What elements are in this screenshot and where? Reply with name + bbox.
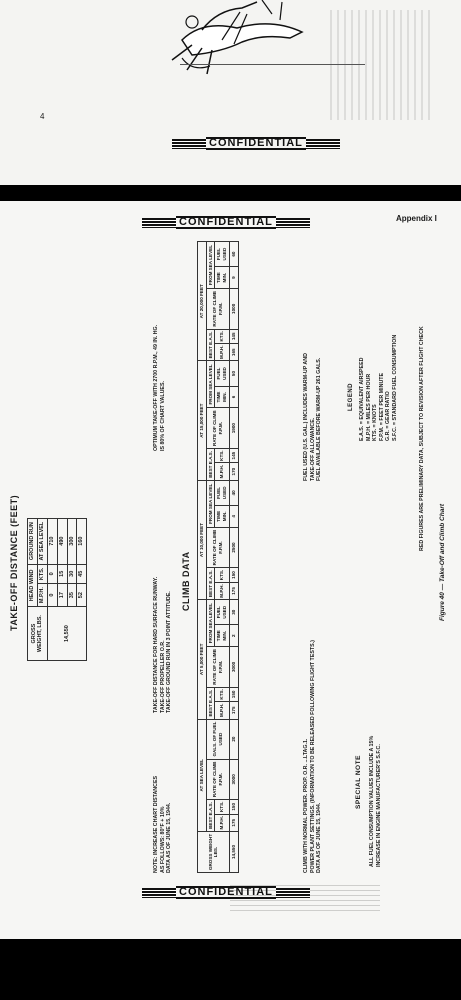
cell: 170: [229, 463, 238, 480]
legend-item: E.A.S. = EQUIVALENT AIRSPEED: [359, 357, 365, 441]
figure-caption: Figure 40 — Take-Off and Climb Chart: [439, 503, 446, 621]
header-fuel: FUEL USED: [215, 600, 229, 625]
rule-line: [180, 64, 365, 65]
note-line: TAKE-OFF GROUND RUN IN 3 POINT ATTITUDE.: [166, 591, 173, 713]
cell-run: 490: [57, 518, 67, 564]
header-time: TIME MIN.: [215, 386, 229, 408]
scan-border-bottom: [0, 939, 461, 1000]
header-mph: M.P.H.: [215, 582, 229, 599]
header-5000: AT 5,000 FEET: [198, 600, 207, 719]
header-from-sea: FROM SEA LEVEL: [206, 480, 215, 527]
cell-mph: 0: [47, 584, 57, 607]
legend-item: KTS. = KNOTS: [372, 404, 379, 441]
takeoff-notes-center: [153, 577, 173, 713]
fuel-notes: [303, 353, 323, 481]
cell-kts: 0: [47, 564, 57, 584]
header-20000: AT 20,000 FEET: [198, 242, 207, 361]
header-rate: RATE OF CLIMB F.P.M.: [206, 527, 229, 567]
stamp-text: CONFIDENTIAL: [176, 886, 276, 899]
note-line: TAKE-OFF PROPELLER O.R.: [159, 640, 166, 713]
cell: 145: [229, 448, 238, 462]
header-kts: KTS.: [215, 568, 229, 582]
cell: 40: [229, 480, 238, 505]
confidential-stamp-top: [172, 136, 340, 151]
header-kts: KTS.: [37, 564, 47, 584]
header-rate: RATE OF CLIMB F.P.M.: [206, 408, 229, 448]
appendix-label: Appendix I: [396, 214, 437, 223]
climb-table: [197, 241, 239, 873]
special-note-title: SPECIAL NOTE: [355, 755, 362, 809]
cell: 2500: [229, 527, 238, 567]
confidential-stamp-upper: [142, 215, 310, 230]
cell: 3000: [229, 759, 238, 799]
confidential-stamp-lower: [142, 885, 310, 900]
cell: 4: [229, 505, 238, 527]
header-mph: M.P.H.: [215, 463, 229, 480]
cell: 175: [229, 814, 238, 831]
note-line: DATA AS OF JUNE 15, 1944.: [316, 802, 323, 873]
note-line: ALL FUEL CONSUMPTION VALUES INCLUDE A 15%: [369, 735, 375, 867]
header-best-eas: BEST E.A.S.: [206, 329, 215, 361]
note-line: TAKE-OFF DISTANCE FOR HARD SURFACE RUNWAY.: [153, 576, 159, 713]
note-line: FUEL AVAILABLE BEFORE WARM-UP 261 GALS.: [316, 357, 323, 481]
header-sea-level: AT SEA LEVEL: [198, 719, 207, 831]
header-best-eas: BEST E.A.S.: [206, 568, 215, 600]
header-10000: AT 10,000 FEET: [198, 480, 207, 599]
note-line: CLIMB WITH NORMAL POWER. PROP. O.R. ...LTAG.1.: [303, 738, 309, 873]
cell: 60: [229, 242, 238, 267]
header-time: TIME MIN.: [215, 505, 229, 527]
header-fuel: FUEL USED: [215, 242, 229, 267]
header-gals: GALS. OF FUEL USED: [206, 719, 229, 759]
header-time: TIME MIN.: [215, 625, 229, 647]
note-line: POWER PLANT SETTINGS. (INFORMATION TO BE RELEASED FOLLOWING FLIGHT TESTS.): [309, 640, 316, 873]
cell: 145: [229, 329, 238, 343]
header-rate: RATE OF CLIMB F.P.M.: [206, 759, 229, 799]
aircraft-illustration: [162, 0, 312, 78]
cell: 30: [229, 600, 238, 625]
cell: 175: [229, 702, 238, 719]
table-row: [47, 518, 57, 660]
note-line: DATA AS OF JUNE 15, 1944.: [166, 802, 173, 873]
header-best-eas: BEST E.A.S.: [206, 800, 215, 832]
cell: 175: [229, 582, 238, 599]
cell: 1000: [229, 289, 238, 329]
legend-item: G.R. = GEAR RATIO: [385, 391, 392, 441]
note-line: AS FOLLOWS: 80°F + 10%: [159, 806, 166, 873]
legend-item: F.P.M. = FEET PER MINUTE: [378, 372, 385, 441]
takeoff-table: [27, 518, 87, 661]
header-mph: M.P.H.: [215, 702, 229, 719]
header-fuel: FUEL USED: [215, 361, 229, 386]
header-mph: M.P.H.: [215, 814, 229, 831]
legend-item: S.F.C. = STANDARD FUEL CONSUMPTION: [392, 334, 399, 441]
cell: 9: [229, 267, 238, 289]
preliminary-note: RED FIGURES ARE PRELIMINARY DATA, SUBJECT TO REVISION AFTER FLIGHT CHECK: [419, 326, 425, 551]
header-from-sea: FROM SEA LEVEL: [206, 361, 215, 408]
cell-kts: 45: [77, 564, 87, 584]
rotated-chart-content: [3, 241, 458, 881]
header-ground-run: GROUND RUN: [28, 518, 38, 564]
takeoff-optimum: [153, 325, 166, 451]
note-line: IS 80% OF CHART VALUES.: [159, 381, 166, 451]
header-kts: KTS.: [215, 687, 229, 701]
header-from-sea: FROM SEA LEVEL: [206, 600, 215, 647]
table-row: [229, 242, 238, 873]
cell: 2: [229, 625, 238, 647]
cell-run: 710: [47, 518, 57, 564]
cell-run: 160: [77, 518, 87, 564]
climb-table-wrap: [197, 241, 239, 873]
takeoff-weight: 14,550: [47, 607, 87, 661]
cell-run: 300: [67, 518, 77, 564]
document-page: [0, 201, 461, 939]
header-gross-weight: GROSS WEIGHT LBS.: [198, 831, 230, 872]
header-rate: RATE OF CLIMB F.P.M.: [206, 289, 229, 329]
cell: 165: [229, 344, 238, 361]
climb-title: CLIMB DATA: [181, 551, 191, 611]
header-best-eas: BEST E.A.S.: [206, 448, 215, 480]
legend-item: M.P.H. = MILES PER HOUR: [365, 373, 372, 441]
legend-list: [359, 335, 399, 441]
cell-mph: 52: [77, 584, 87, 607]
header-kts: KTS.: [215, 329, 229, 343]
bleed-through-text: [330, 10, 430, 120]
previous-page: [0, 0, 461, 185]
cell-kts: 15: [57, 564, 67, 584]
cell-mph: 35: [67, 584, 77, 607]
note-line: TAKE-OFF ALLOWANCE.: [309, 417, 316, 481]
cell: 150: [229, 800, 238, 814]
climb-notes: [303, 640, 323, 873]
margin-mark: 4: [40, 112, 45, 121]
takeoff-table-wrap: [27, 518, 87, 661]
cell-weight: 14,550: [229, 831, 238, 872]
header-fuel: FUEL USED: [215, 480, 229, 505]
cell: 50: [229, 361, 238, 386]
cell: 20: [229, 719, 238, 759]
cell: 3000: [229, 647, 238, 687]
note-line: NOTE: INCREASE CHART DISTANCES: [153, 775, 159, 873]
header-kts: KTS.: [215, 448, 229, 462]
header-weight: WEIGHT, LBS.: [37, 615, 44, 653]
cell: 150: [229, 568, 238, 582]
header-time: TIME MIN.: [215, 267, 229, 289]
header-rate: RATE OF CLIMB F.P.M.: [206, 647, 229, 687]
header-best-eas: BEST E.A.S.: [206, 687, 215, 719]
header-gross: GROSS: [30, 623, 37, 644]
cell: 1900: [229, 408, 238, 448]
header-mph: M.P.H.: [215, 344, 229, 361]
cell-kts: 30: [67, 564, 77, 584]
header-head-wind: HEAD WIND: [28, 564, 38, 607]
cell: 150: [229, 687, 238, 701]
special-note-body: [369, 736, 382, 867]
header-kts: KTS.: [215, 800, 229, 814]
takeoff-notes-left: [153, 776, 173, 873]
page-gap: [0, 185, 461, 201]
stamp-text: CONFIDENTIAL: [206, 137, 306, 150]
cell: 6: [229, 386, 238, 408]
header-sea-level: AT SEA LEVEL: [37, 518, 47, 564]
note-line: OPTIMUM TAKE-OFF WITH 2700 R.P.M., 49 IN. HG.: [153, 324, 159, 451]
note-line: INCREASE IN ENGINE MANUFACTURER'S S.F.C.: [375, 744, 382, 867]
note-line: FUEL USED (U.S. GAL.) INCLUDES WARM-UP AND: [303, 353, 309, 481]
header-gross-weight: [28, 607, 48, 661]
cell-mph: 17: [57, 584, 67, 607]
header-15000: AT 15,000 FEET: [198, 361, 207, 480]
header-mph: M.P.H.: [37, 584, 47, 607]
takeoff-title: TAKE-OFF DISTANCE (FEET): [9, 494, 19, 631]
header-from-sea: FROM SEA LEVEL: [206, 242, 215, 289]
legend-title: LEGEND: [348, 382, 354, 411]
stamp-text: CONFIDENTIAL: [176, 216, 276, 229]
